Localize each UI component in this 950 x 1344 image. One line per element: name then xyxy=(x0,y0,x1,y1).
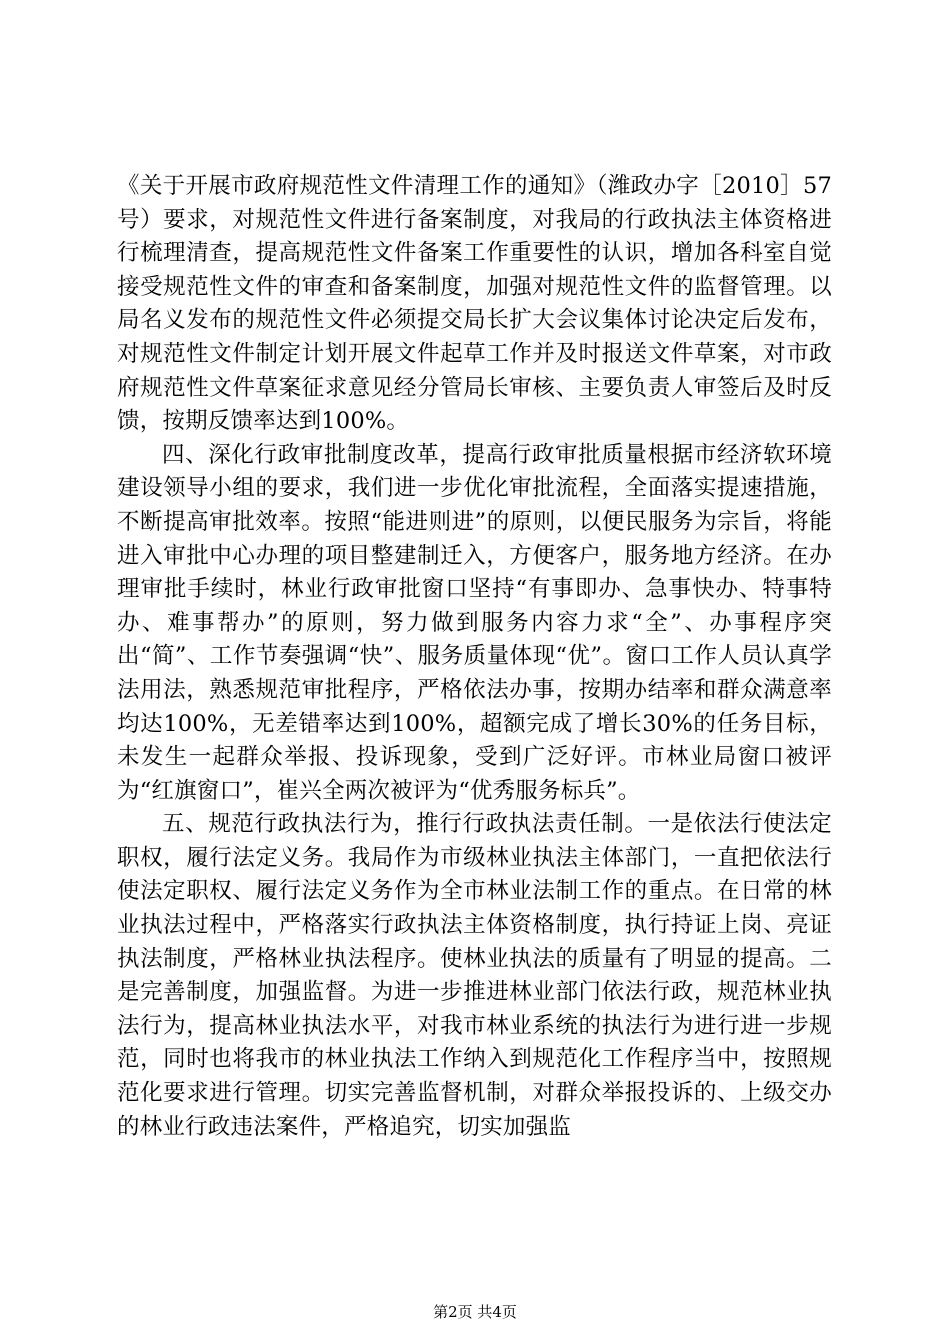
paragraph-filing-system: 《关于开展市政府规范性文件清理工作的通知》（潍政办字［2010］57号）要求，对规范性文件进行备案制度，对我局的行政执法主体资格进行梳理清查，提高规范性文件备案工作重要性的认识，增加各科室自觉接受规范性文件的审查和备案制度，加强对规范性文件的监督管理。以局名义发布的规范性文件必须提交局长扩大会议集体讨论决定后发布，对规范性文件制定计划开展文件起草工作并及时报送文件草案，对市政府规范性文件草案征求意见经分管局长审核、主要负责人审签后及时反馈，按期反馈率达到100%。 xyxy=(117,173,832,435)
document-body xyxy=(117,170,832,1144)
paragraph-administrative-approval-reform: 四、深化行政审批制度改革，提高行政审批质量根据市经济软环境建设领导小组的要求，我们进一步优化审批流程，全面落实提速措施，不断提高审批效率。按照“能进则进”的原则，以便民服务为宗旨，将能进入审批中心办理的项目整建制迁入，方便客户，服务地方经济。在办理审批手续时，林业行政审批窗口坚持“有事即办、急事快办、特事特办、难事帮办”的原则，努力做到服务内容力求“全”、办事程序突出“简”、工作节奏强调“快”、服务质量体现“优”。窗口工作人员认真学法用法，熟悉规范审批程序，严格依法办事，按期办结率和群众满意率均达100%，无差错率达到100%，超额完成了增长30%的任务目标，未发生一起群众举报、投诉现象，受到广泛好评。市林业局窗口被评为“红旗窗口”，崔兴全两次被评为“优秀服务标兵”。 xyxy=(117,441,832,804)
page-number-footer: 第2页 共4页 xyxy=(433,1303,517,1321)
paragraph-administrative-law-enforcement: 五、规范行政执法行为，推行行政执法责任制。一是依法行使法定职权，履行法定义务。我局作为市级林业执法主体部门，一直把依法行使法定职权、履行法定义务作为全市林业法制工作的重点。在日常的林业执法过程中，严格落实行政执法主体资格制度，执行持证上岗、亮证执法制度，严格林业执法程序。使林业执法的质量有了明显的提高。二是完善制度，加强监督。为进一步推进林业部门依法行政，规范林业执法行为，提高林业执法水平，对我市林业系统的执法行为进行进一步规范，同时也将我市的林业执法工作纳入到规范化工作程序当中，按照规范化要求进行管理。切实完善监督机制，对群众举报投诉的、上级交办的林业行政违法案件，严格追究，切实加强监 xyxy=(117,811,832,1140)
